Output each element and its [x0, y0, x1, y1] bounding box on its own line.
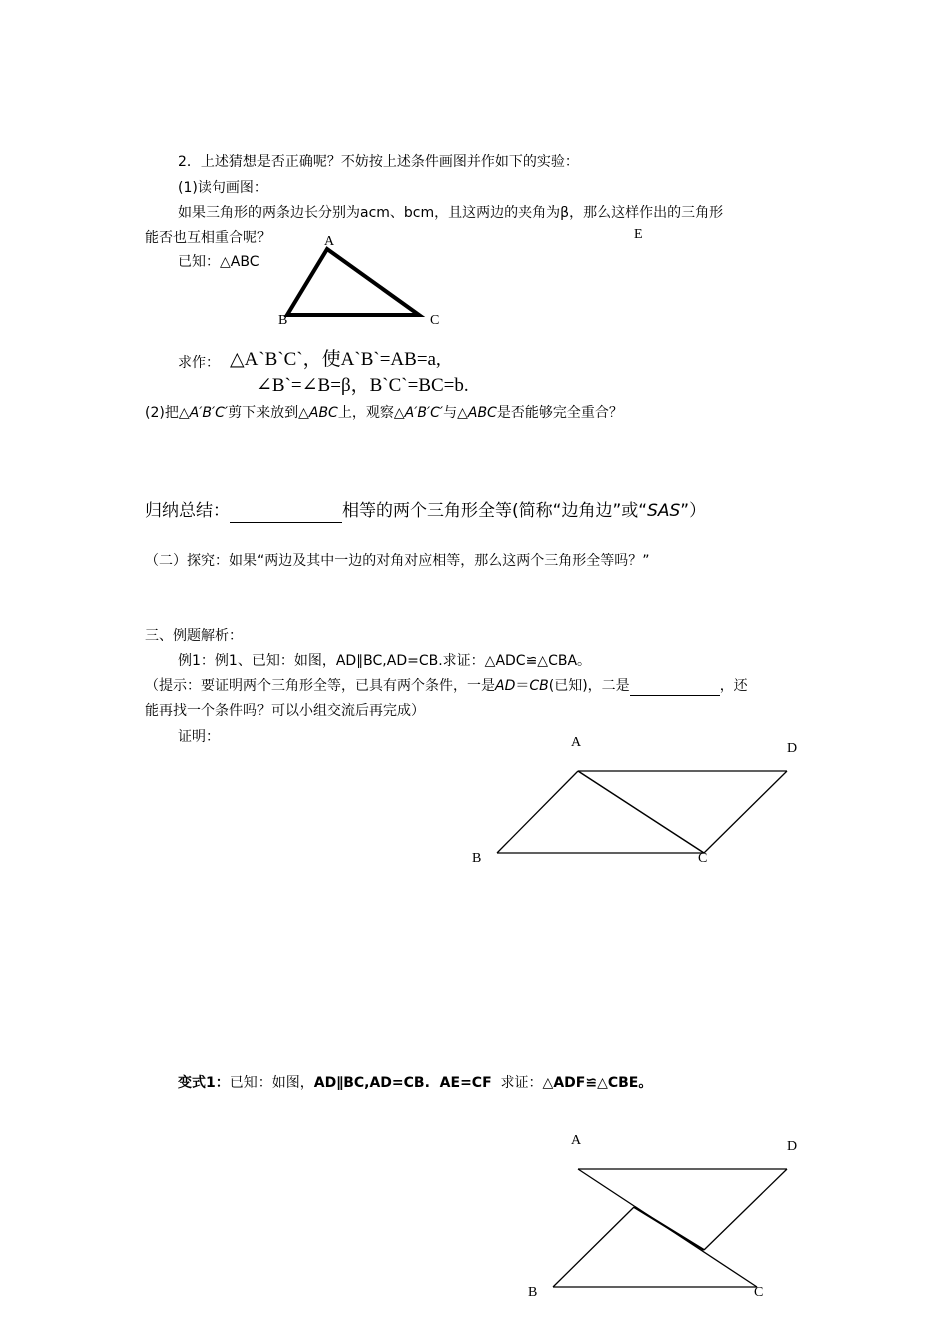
label-C3: C [754, 1285, 764, 1300]
summary-blank[interactable] [230, 506, 342, 523]
label-A2: A [571, 735, 582, 750]
summary-sas: SAS [647, 501, 681, 521]
variant-prefix: 变式1： [178, 1075, 230, 1091]
section2-line1: 2．上述猜想是否正确呢？不妨按上述条件画图并作如下的实验： [178, 154, 579, 170]
example1-line: 例1：例1、已知：如图，AD∥BC,AD=CB.求证：△ADC≌△CBA。 [178, 653, 592, 669]
label-B1: B [278, 313, 288, 328]
hint-b: AD [495, 678, 516, 694]
construct-line1: △A`B`C`，使A`B`=AB=a, [230, 349, 441, 370]
hint-e: (已知)，二是 [548, 678, 630, 694]
section3-title: 三、例题解析： [145, 628, 243, 644]
variant-text: 已知：如图， [229, 1075, 314, 1091]
given-triangle: 已知：△ABC [178, 254, 260, 270]
step2-f: △A′B′C′ [393, 405, 444, 421]
explore-line: （二）探究：如果“两边及其中一边的对角对应相等，那么这两个三角形全等吗？” [145, 553, 650, 569]
hint-a: （提示：要证明两个三角形全等，已具有两个条件，一是 [145, 678, 495, 694]
hint-line2: 能再找一个条件吗？可以小组交流后再完成） [145, 703, 425, 719]
parallelogram-figure [497, 771, 787, 853]
proof-label: 证明： [178, 729, 220, 745]
step2-i: 是否能够完全重合？ [496, 405, 623, 421]
construct-line2: ∠B`=∠B=β，B`C`=BC=b. [256, 375, 469, 396]
summary-prefix: 归纳总结： [145, 501, 230, 521]
label-D2: D [787, 741, 798, 756]
section2-line2: (1)读句画图： [178, 180, 268, 196]
label-E1: E [634, 227, 643, 242]
step2-c: 剪下来放到 [228, 405, 299, 421]
summary-line [145, 499, 706, 523]
hint-blank[interactable] [630, 679, 720, 696]
step2-g: 与 [443, 405, 458, 421]
hint-line [145, 676, 748, 696]
label-C2: C [698, 851, 708, 866]
hint-c: ＝ [515, 678, 530, 694]
triangle-abc [287, 249, 419, 315]
variant-cond: AD∥BC,AD=CB. AE=CF [313, 1075, 492, 1091]
step2-line [145, 403, 623, 423]
section2-line3: 如果三角形的两条边长分别为acm、bcm，且这两边的夹角为β，那么这样作出的三角形 [178, 205, 724, 221]
construct-prefix: 求作： [178, 355, 220, 371]
label-B3: B [528, 1285, 538, 1300]
variant-prove: 求证： [491, 1075, 543, 1091]
label-B2: B [472, 851, 482, 866]
summary-suffix: ”） [680, 501, 707, 521]
variant-goal: △ADF≌△CBE。 [542, 1075, 653, 1091]
step2-a: (2)把 [145, 405, 179, 421]
hint-f: ，还 [719, 678, 748, 694]
summary-mid: 相等的两个三角形全等(简称“边角边”或“ [342, 501, 648, 521]
label-D3: D [787, 1139, 798, 1154]
variant-line [178, 1073, 652, 1093]
section2-line4: 能否也互相重合呢？ [145, 230, 271, 246]
label-C1: C [430, 313, 440, 328]
variant-figure [553, 1169, 787, 1287]
hint-d: CB [529, 678, 549, 694]
label-A1: A [324, 234, 335, 249]
step2-b: △A′B′C′ [178, 405, 229, 421]
step2-h: △ABC [457, 405, 497, 421]
step2-d: △ABC [298, 405, 338, 421]
label-A3: A [571, 1133, 582, 1148]
step2-e: 上，观察 [337, 405, 394, 421]
